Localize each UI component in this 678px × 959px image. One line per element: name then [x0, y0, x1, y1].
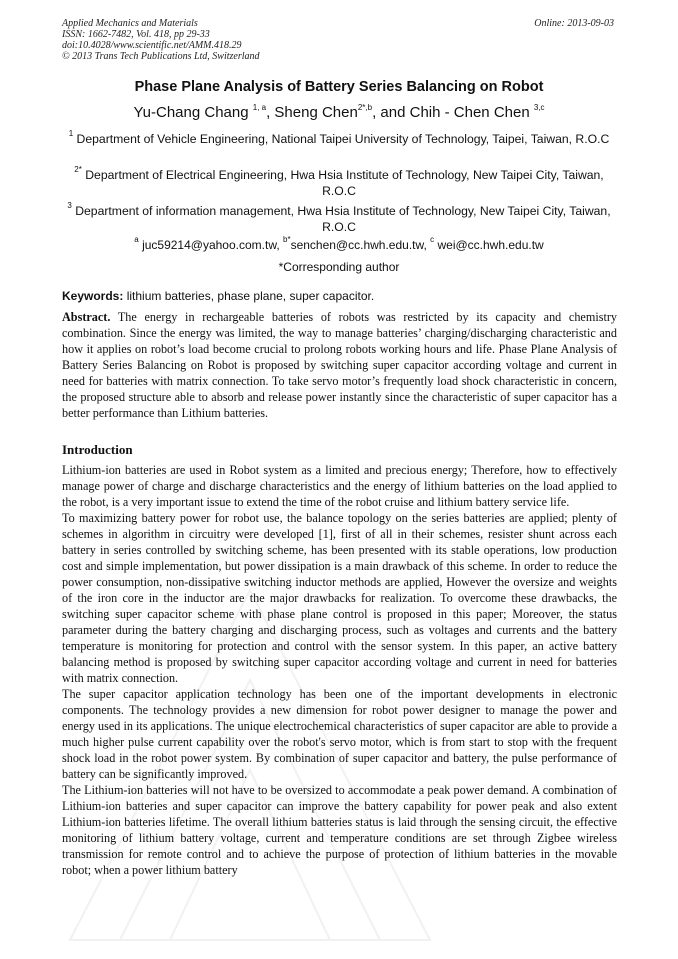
email-c-sup: c — [430, 235, 435, 244]
section-heading-introduction: Introduction — [62, 442, 133, 457]
corresponding-author-note: *Corresponding author — [278, 260, 400, 274]
keywords-text: lithium batteries, phase plane, super capacitor. — [123, 289, 375, 303]
journal-name: Applied Mechanics and Materials — [62, 18, 198, 29]
intro-paragraph: To maximizing battery power for robot use, the balance topology on the series batteries are applied; plenty of schemes in algorithm in circuitry were developed [1], first of all in their schemes, resister shunt across each battery in series controlled by switching scheme, has been presented with its stable operations, low production cost and simple implementation, but power dissipation is a main drawback of this scheme. In order to reduce the power consumption, non-dissipative switching inductor methods are applied, However the oversize and weights of the iron core in the inductor are the major drawbacks for realization. To overcome these drawbacks, the switching super capacitor scheme with phase plane control is proposed in this paper; Moreover, the status parameter during the battery charging and discharging process, such as voltages and currents and the battery temperature is monitoring for protection and control with the sensor system. In this paper, an active battery balancing method is proposed by switching super capacitor according voltage and current in need for batteries with matrix connection. — [62, 511, 617, 685]
affiliation-3 — [62, 203, 616, 235]
email-a-sup: a — [134, 235, 139, 244]
affiliation-1 — [62, 131, 616, 147]
intro-paragraph: Lithium-ion batteries are used in Robot system as a limited and precious energy; Therefore, how to effectively manage power of charge and discharge characteristics and the energy of lithium batteries on the load applied to the robot, is a very important issue to extend the time of the robot cruise and lithium battery service life. — [62, 463, 617, 509]
author-list — [40, 104, 638, 121]
intro-paragraph: The super capacitor application technology has been one of the important developments in electronic components. The technology provides a new dimension for robot power designer to manage the power and energy used in its applications. The unique electrochemical characteristics of super capacitor are able to provide a much higher pulse current capability over the robot's servo motor, which is from start to stop with the frequent shock load in the robot power system. By combination of super capacitor and battery, the pulse performance of battery can be significantly improved. — [62, 687, 617, 781]
author-3-sup: 3,c — [533, 103, 545, 112]
abstract-text: The energy in rechargeable batteries of robots was restricted by its capacity and chemistry combination. Since the energy was limited, the way to manage batteries’ charging/discharging characteristic and how it applies on robot’s load become crucial to prolong robots working hours and life. Phase Plane Analysis of Battery Series Balancing on Robot is proposed by switching super capacitor according voltage and current in need for batteries with matrix connection. To take servo motor’s frequently load shock characteristic in concern, the proposed structure able to absorb and release power instantly since the characteristic of super capacitor has a better performance than Lithium batteries. — [62, 310, 617, 420]
abstract-label: Abstract. — [62, 310, 111, 324]
journal-info — [62, 18, 260, 62]
email-a[interactable]: juc59214@yahoo.com.tw, — [138, 238, 283, 252]
keywords — [62, 289, 616, 303]
affiliation-3-text: Department of information management, Hwa Hsia Institute of Technology, New Taipei City, Taiwan, R.O.C — [71, 204, 611, 234]
affiliation-1-text: Department of Vehicle Engineering, National Taipei University of Technology, Taipei, Taiwan, R.O.C — [73, 132, 610, 146]
journal-copyright: © 2013 Trans Tech Publications Ltd, Switzerland — [62, 51, 260, 62]
journal-issn: ISSN: 1662-7482, Vol. 418, pp 29-33 — [62, 29, 210, 40]
author-1: Yu-Chang Chang — [133, 104, 253, 121]
intro-paragraph: The Lithium-ion batteries will not have to be oversized to accommodate a peak power demand. A combination of Lithium-ion batteries and super capacitor can improve the battery capability for power peak and also extent Lithium-ion batteries lifetime. The overall lithium batteries status is laid through the sensing circuit, the effective monitoring of lithium battery voltage, current and temperature conditions are set through Zigbee wireless transmission for remote control and to achieve the purpose of protection of lithium batteries in the movable robot; when a power lithium battery — [62, 783, 617, 877]
author-2-sup: 2*,b — [357, 103, 373, 112]
email-list — [62, 235, 616, 252]
affiliation-2-text: Department of Electrical Engineering, Hwa Hsia Institute of Technology, New Taipei City, Taiwan, R.O.C — [81, 168, 604, 198]
introduction-body — [62, 462, 617, 878]
email-c[interactable]: wei@cc.hwh.edu.tw — [434, 238, 544, 252]
affiliation-1-sup: 1 — [68, 129, 74, 138]
author-2: , Sheng Chen — [266, 104, 358, 121]
affiliation-2-sup: 2* — [74, 165, 82, 174]
journal-doi[interactable]: doi:10.4028/www.scientific.net/AMM.418.29 — [62, 40, 242, 51]
author-3: , and Chih - Chen Chen — [372, 104, 534, 121]
keywords-label: Keywords: — [62, 289, 124, 303]
affiliation-3-sup: 3 — [67, 201, 72, 210]
online-date: Online: 2013-09-03 — [534, 18, 614, 29]
author-1-sup: 1, a — [252, 103, 267, 112]
affiliation-2 — [62, 167, 616, 199]
abstract — [62, 309, 617, 421]
email-b-sup: b* — [283, 235, 291, 244]
email-b[interactable]: senchen@cc.hwh.edu.tw, — [290, 238, 431, 252]
paper-title: Phase Plane Analysis of Battery Series Balancing on Robot — [134, 79, 544, 95]
